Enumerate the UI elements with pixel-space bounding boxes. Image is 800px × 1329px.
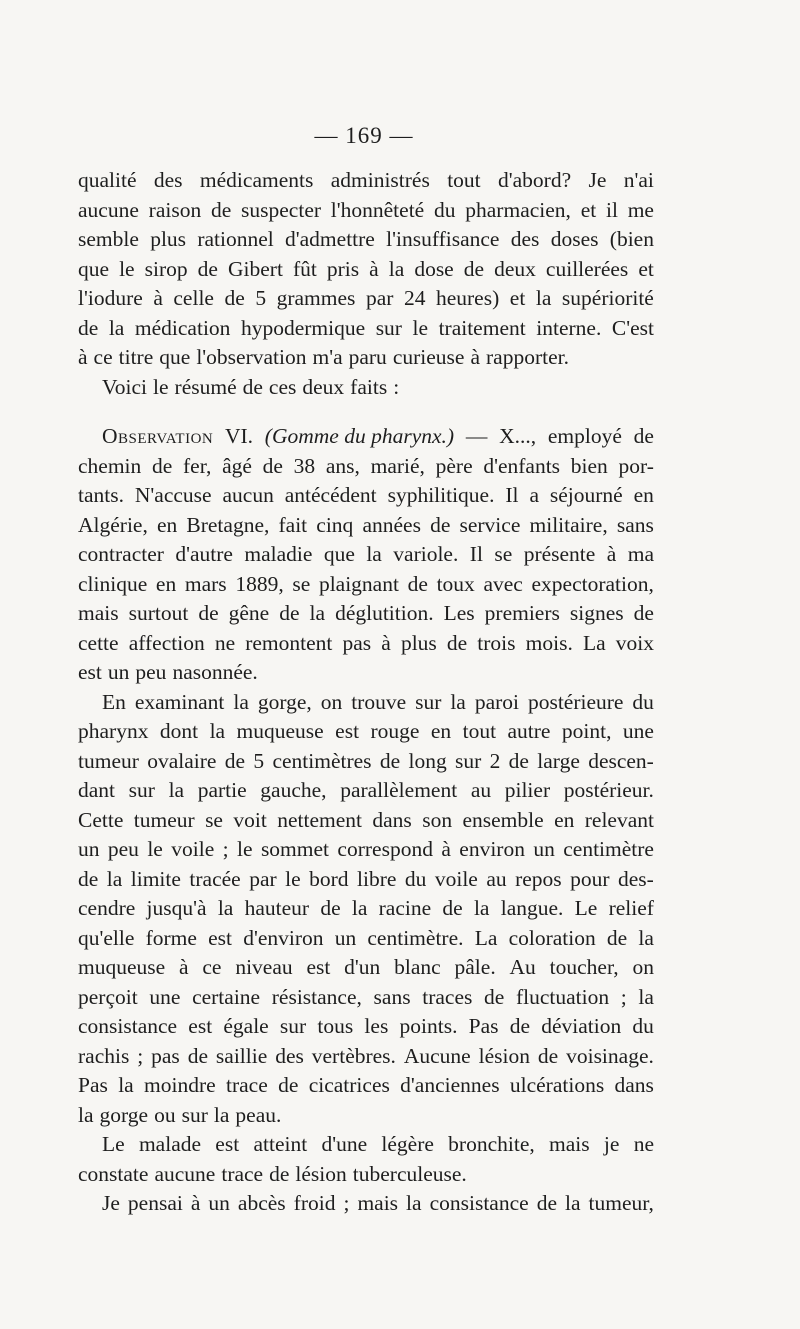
text-line: perçoit une certaine résistance, sans traces de fluctuation ; la <box>78 984 654 1009</box>
text-line: chemin de fer, âgé de 38 ans, marié, père d'enfants bien por- <box>78 453 654 478</box>
text-line: qu'elle forme est d'environ un centimètre. La coloration de la <box>78 925 654 950</box>
text-line: Le malade est atteint d'une légère bronchite, mais je ne <box>102 1132 654 1156</box>
text-line: rachis ; pas de saillie des vertèbres. Aucune lésion de voisinage. <box>78 1043 654 1068</box>
text-line: l'iodure à celle de 5 grammes par 24 heures) et la supériorité <box>78 286 654 310</box>
text-line: consistance est égale sur tous les points. Pas de déviation du <box>78 1014 654 1038</box>
text-line: est un peu nasonnée. <box>78 660 258 684</box>
text-line: mais surtout de gêne de la déglutition. Les premiers signes de <box>78 601 654 625</box>
text-line: dant sur la partie gauche, parallèlement au pilier postérieur. <box>78 778 654 802</box>
text-line: constate aucune trace de lésion tuberculeuse. <box>78 1161 467 1186</box>
text-line: muqueuse à ce niveau est d'un blanc pâle. Au toucher, on <box>78 955 654 979</box>
text-line: Je pensai à un abcès froid ; mais la consistance de la tumeur, <box>102 1191 654 1215</box>
text-line: cendre jusqu'à la hauteur de la racine de la langue. Le relief <box>78 896 654 920</box>
text-line: Pas la moindre trace de cicatrices d'anciennes ulcérations dans <box>78 1073 654 1097</box>
text-line: qualité des médicaments administrés tout d'abord? Je n'ai <box>78 168 654 192</box>
text-line: clinique en mars 1889, se plaignant de toux avec expectoration, <box>78 571 654 596</box>
text-line: de la limite tracée par le bord libre du voile au repos pour des- <box>78 866 654 891</box>
text-line: que le sirop de Gibert fût pris à la dose de deux cuillerées et <box>78 256 654 281</box>
text-line: En examinant la gorge, on trouve sur la paroi postérieure du <box>102 689 654 714</box>
text-line: semble plus rationnel d'admettre l'insuffisance des doses (bien <box>78 227 654 251</box>
text-line: tants. N'accuse aucun antécédent syphilitique. Il a séjourné en <box>78 483 654 507</box>
text-line: tumeur ovalaire de 5 centimètres de long sur 2 de large descen- <box>78 748 654 773</box>
text-line: Observation VI. (Gomme du pharynx.) — X..., employé de <box>102 424 654 448</box>
text-line: contracter d'autre maladie que la variole. Il se présente à ma <box>78 542 654 566</box>
body-text <box>78 166 654 1219</box>
text-line: à ce titre que l'observation m'a paru curieuse à rapporter. <box>78 345 569 369</box>
text-line: de la médication hypodermique sur le traitement interne. C'est <box>78 315 654 340</box>
text-line: Algérie, en Bretagne, fait cinq années de service militaire, sans <box>78 512 654 537</box>
text-line: un peu le voile ; le sommet correspond à environ un centimètre <box>78 837 654 861</box>
text-line: Cette tumeur se voit nettement dans son ensemble en relevant <box>78 807 654 832</box>
page-number: — 169 — <box>314 123 414 148</box>
text-line: aucune raison de suspecter l'honnêteté du pharmacien, et il me <box>78 197 654 222</box>
text-line: cette affection ne remontent pas à plus de trois mois. La voix <box>78 630 654 655</box>
text-line: Voici le résumé de ces deux faits : <box>102 374 400 399</box>
text-line: pharynx dont la muqueuse est rouge en tout autre point, une <box>78 719 654 743</box>
text-line: la gorge ou sur la peau. <box>78 1102 282 1127</box>
